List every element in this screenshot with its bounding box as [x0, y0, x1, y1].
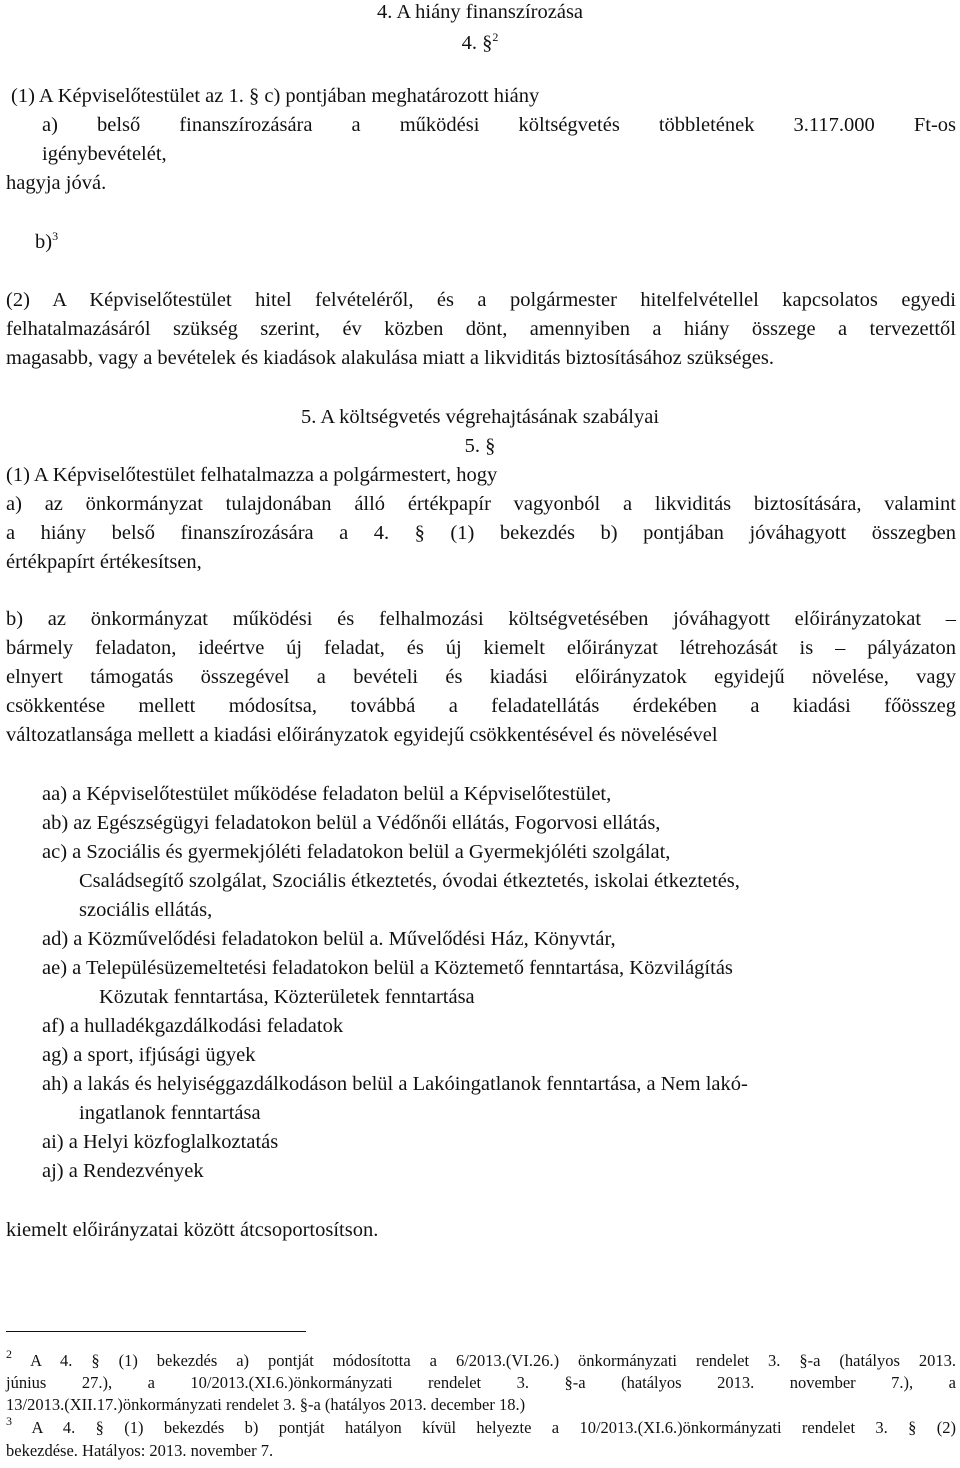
footnote-2-line-2: június 27.), a 10/2013.(XI.6.)önkormányzati rendelet 3. §-a (hatályos 2013. november 7.), a	[6, 1373, 956, 1392]
section-5-b-line-5: változatlansága mellett a kiadási előirányzatok egyidejű csökkentésével és növelésével	[6, 724, 718, 746]
footnote-3-line-2: bekezdése. Hatályos: 2013. november 7.	[6, 1441, 274, 1460]
footnote-ref-2[interactable]: 2	[492, 30, 499, 44]
list-item-ah-cont: ingatlanok fenntartása	[79, 1102, 261, 1124]
footnote-2-line-1	[6, 1347, 956, 1371]
section-5-paragraph-number: 5. §	[464, 435, 496, 457]
list-item-ae: ae) a Településüzemeltetési feladatokon belül a Köztemető fenntartása, Közvilágítás	[42, 957, 733, 979]
section-5-a-line-3: értékpapírt értékesítsen,	[6, 551, 202, 573]
list-item-ab: ab) az Egészségügyi feladatokon belül a Védőnői ellátás, Fogorvosi ellátás,	[42, 812, 661, 834]
footnote-2-text: A 4. § (1) bekezdés a) pontját módosította a 6/2013.(VI.26.) önkormányzati rendelet 3. §-a (hatályos 2013.	[30, 1351, 956, 1370]
footnote-2-line-3: 13/2013.(XII.17.)önkormányzati rendelet 3. §-a (hatályos 2013. december 18.)	[6, 1395, 526, 1414]
list-item-aa: aa) a Képviselőtestület működése feladaton belül a Képviselőtestület,	[42, 783, 612, 805]
list-item-af: af) a hulladékgazdálkodási feladatok	[42, 1015, 344, 1037]
section-5-heading: 5. A költségvetés végrehajtásának szabályai	[300, 406, 660, 428]
section-5-a-line-1: a) az önkormányzat tulajdonában álló értékpapír vagyonból a likviditás biztosítására, valamint	[6, 493, 956, 515]
list-item-ah: ah) a lakás és helyiséggazdálkodáson belül a Lakóingatlanok fenntartása, a Nem lakó-	[42, 1073, 748, 1095]
section-4-p1-a-cont: igénybevételét,	[42, 143, 167, 165]
paragraph-number-text: 4. §	[461, 32, 493, 54]
section-5-b-line-4: csökkentése mellett módosítsa, továbbá a feladatellátás érdekében a kiadási főösszeg	[6, 695, 956, 717]
list-item-ad: ad) a Közművelődési feladatokon belül a. Művelődési Ház, Könyvtár,	[42, 928, 616, 950]
section-4-p2-line-3: magasabb, vagy a bevételek és kiadások alakulása miatt a likviditás biztosításához szükséges.	[6, 347, 774, 369]
list-item-ac-cont-2: szociális ellátás,	[79, 899, 213, 921]
section-4-p2-line-2: felhatalmazásáról szükség szerint, év közben dönt, amennyiben a hiány összege a tervezettől	[6, 318, 956, 340]
footnote-3-mark: 3	[6, 1414, 12, 1428]
section-4-p1-end: hagyja jóvá.	[6, 172, 107, 194]
p1-b-text: b)	[35, 231, 53, 253]
footnote-ref-3[interactable]: 3	[52, 229, 59, 243]
section-5-a-line-2: a hiány belső finanszírozására a 4. § (1) bekezdés b) pontjában jóváhagyott összegben	[6, 522, 956, 544]
section-4-paragraph-number	[0, 31, 960, 55]
list-item-ag: ag) a sport, ifjúsági ügyek	[42, 1044, 256, 1066]
list-item-aj: aj) a Rendezvények	[42, 1160, 204, 1182]
footnote-3-line-1	[6, 1414, 957, 1438]
section-4-p2-line-1: (2) A Képviselőtestület hitel felvételéről, és a polgármester hitelfelvétellel kapcsolatos egyedi	[6, 289, 956, 311]
list-item-ac-cont-1: Családsegítő szolgálat, Szociális étkeztetés, óvodai étkeztetés, iskolai étkeztetés,	[79, 870, 740, 892]
section-5-p1: (1) A Képviselőtestület felhatalmazza a polgármestert, hogy	[6, 464, 498, 486]
section-5-b-line-1: b) az önkormányzat működési és felhalmozási költségvetésében jóváhagyott előirányzatokat –	[6, 608, 956, 630]
section-4-heading: 4. A hiány finanszírozása	[376, 1, 584, 23]
list-item-ac: ac) a Szociális és gyermekjóléti feladatokon belül a Gyermekjóléti szolgálat,	[42, 841, 671, 863]
section-4-p1-a: a) belső finanszírozására a működési költségvetés többletének 3.117.000 Ft-os	[42, 114, 956, 136]
footnote-2-mark: 2	[6, 1347, 12, 1361]
list-item-ae-cont: Közutak fenntartása, Közterületek fenntartása	[99, 986, 475, 1008]
section-5-closing: kiemelt előirányzatai között átcsoportosítson.	[6, 1219, 379, 1241]
footnote-separator	[6, 1331, 306, 1332]
footnote-3-text: A 4. § (1) bekezdés b) pontját hatályon kívül helyezte a 10/2013.(XI.6.)önkormányzati rendelet 3. § (2)	[31, 1418, 957, 1437]
section-4-p1: (1) A Képviselőtestület az 1. § c) pontjában meghatározott hiány	[11, 85, 540, 107]
section-4-p1-b	[35, 230, 58, 254]
section-5-b-line-3: elnyert támogatás összegével a bevételi és kiadási előirányzatok egyidejű növelése, vagy	[6, 666, 956, 688]
section-5-b-line-2: bármely feladaton, ideértve új feladat, és új kiemelt előirányzat létrehozását is – pályázaton	[6, 637, 956, 659]
list-item-ai: ai) a Helyi közfoglalkoztatás	[42, 1131, 279, 1153]
